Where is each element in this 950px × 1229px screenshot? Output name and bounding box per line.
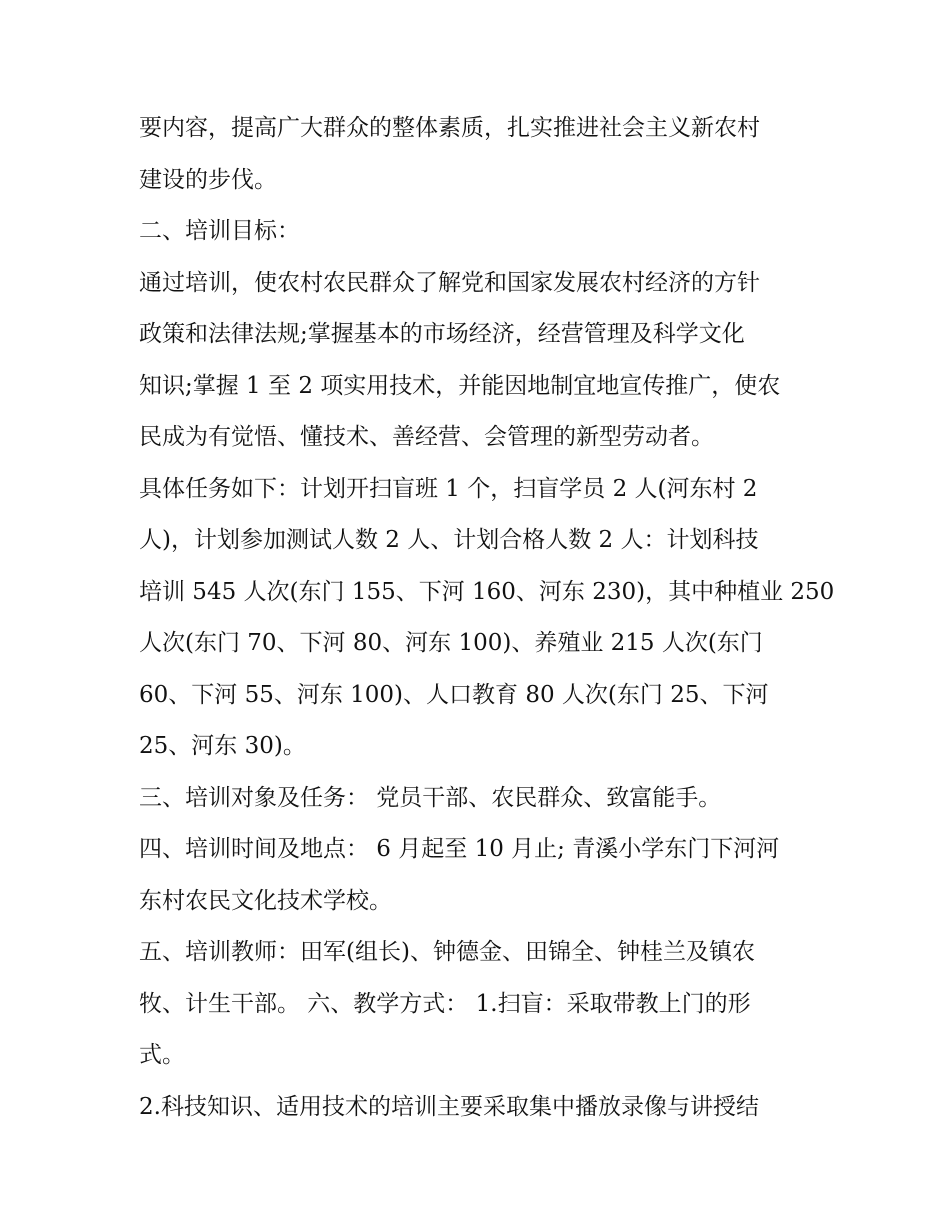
text-line: 人)，计划参加测试人数 2 人、计划合格人数 2 人：计划科技 xyxy=(139,527,759,553)
text-line: 政策和法律法规;掌握基本的市场经济，经营管理及科学文化 xyxy=(139,321,745,347)
text-line: 人次(东门 70、下河 80、河东 100)、养殖业 215 人次(东门 xyxy=(139,630,763,656)
section-heading: 二、培训目标： xyxy=(139,218,300,244)
text-line: 具体任务如下：计划开扫盲班 1 个，扫盲学员 2 人(河东村 2 xyxy=(139,475,758,502)
text-line: 东村农民文化技术学校。 xyxy=(139,887,392,914)
text-line: 2.科技知识、适用技术的培训主要采取集中播放录像与讲授结 xyxy=(139,1093,759,1120)
text-line: 牧、计生干部。 六、教学方式： 1.扫盲：采取带教上门的形 xyxy=(139,990,751,1017)
text-line: 民成为有觉悟、懂技术、善经营、会管理的新型劳动者。 xyxy=(139,424,714,450)
section-heading: 三、培训对象及任务： 党员干部、农民群众、致富能手。 xyxy=(139,784,722,811)
body-text xyxy=(139,103,835,1133)
text-line: 知识;掌握 1 至 2 项实用技术，并能因地制宜地宣传推广，使农 xyxy=(139,372,781,399)
text-line: 通过培训，使农村农民群众了解党和国家发展农村经济的方针 xyxy=(139,269,760,296)
text-line: 培训 545 人次(东门 155、下河 160、河东 230)，其中种植业 250 xyxy=(139,578,835,605)
text-line: 建设的步伐。 xyxy=(139,166,277,193)
text-line: 式。 xyxy=(139,1042,185,1068)
section-heading: 五、培训教师：田军(组长)、钟德金、田锦全、钟桂兰及镇农 xyxy=(139,939,755,965)
text-line: 60、下河 55、河东 100)、人口教育 80 人次(东门 25、下河 xyxy=(139,681,769,708)
text-line: 25、河东 30)。 xyxy=(139,733,306,759)
section-heading: 四、培训时间及地点： 6 月起至 10 月止; 青溪小学东门下河河 xyxy=(139,836,780,862)
text-line: 要内容，提高广大群众的整体素质，扎实推进社会主义新农村 xyxy=(139,115,760,141)
